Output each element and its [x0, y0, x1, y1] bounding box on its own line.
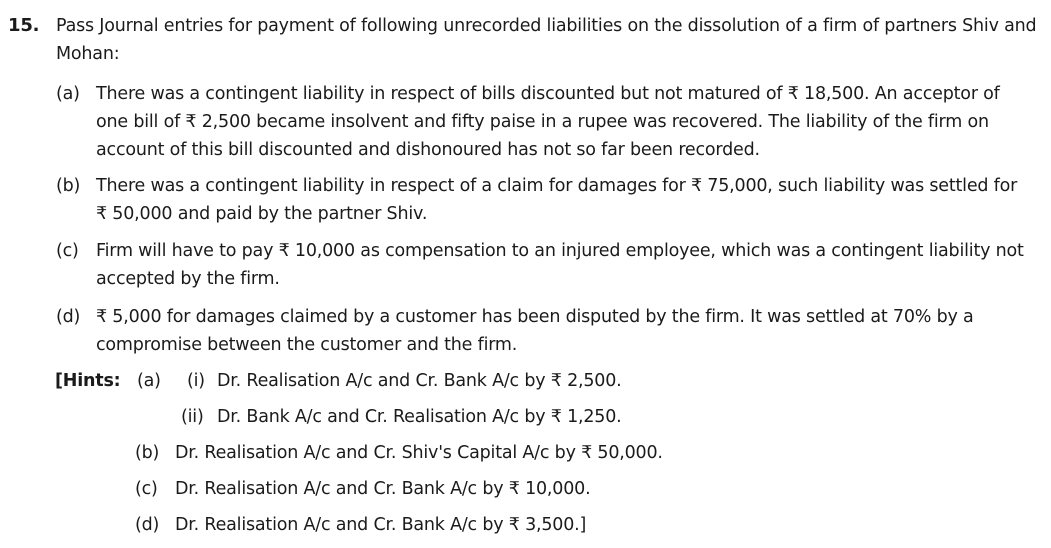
sub-question-text: There was a contingent liability in respect of a claim for damages for ₹ 75,000, such liability was settled for ₹ 50,000 and paid by the partner Shiv. — [96, 176, 1018, 224]
hint-d-text: Dr. Realisation A/c and Cr. Bank A/c by ₹ 3,500.] — [175, 515, 587, 535]
sub-question-label: (b) — [56, 176, 81, 196]
sub-question-label: (a) — [56, 84, 80, 104]
hints-prefix: [Hints: — [55, 371, 121, 391]
hint-a-ii-text: Dr. Bank A/c and Cr. Realisation A/c by ₹ 1,250. — [217, 407, 622, 427]
hint-a-label: (a) — [137, 371, 161, 391]
question-number: 15. — [8, 15, 40, 36]
question-text: Pass Journal entries for payment of following unrecorded liabilities on the dissolution of a firm of partners Shiv and Mohan: — [56, 16, 1037, 64]
sub-question-label: (d) — [56, 307, 81, 327]
sub-question-b — [56, 172, 1031, 228]
sub-question-d — [56, 303, 1031, 359]
hint-a-ii-label: (ii) — [181, 407, 204, 427]
hint-a-i-label: (i) — [187, 371, 205, 391]
hint-c-label: (c) — [135, 479, 158, 499]
hint-b-label: (b) — [135, 443, 160, 463]
hint-d-label: (d) — [135, 515, 160, 535]
sub-question-label: (c) — [56, 241, 79, 261]
sub-question-a — [56, 80, 1031, 164]
hint-a-i-text: Dr. Realisation A/c and Cr. Bank A/c by ₹ 2,500. — [217, 371, 622, 391]
sub-question-text: Firm will have to pay ₹ 10,000 as compensation to an injured employee, which was a contingent liability not accepted by the firm. — [96, 241, 1024, 289]
hint-b-text: Dr. Realisation A/c and Cr. Shiv's Capital A/c by ₹ 50,000. — [175, 443, 663, 463]
sub-question-text: There was a contingent liability in respect of bills discounted but not matured of ₹ 18,500. An acceptor of one bill of ₹ 2,500 became insolvent and fifty paise in a rupee was recovered. The liability of the firm on account of this bill discounted and dishonoured has not so far been recorded. — [96, 84, 1000, 160]
sub-question-c — [56, 237, 1031, 293]
question-header — [8, 12, 1038, 68]
sub-question-text: ₹ 5,000 for damages claimed by a customer has been disputed by the firm. It was settled at 70% by a compromise between the customer and the firm. — [96, 307, 974, 355]
hint-c-text: Dr. Realisation A/c and Cr. Bank A/c by ₹ 10,000. — [175, 479, 591, 499]
